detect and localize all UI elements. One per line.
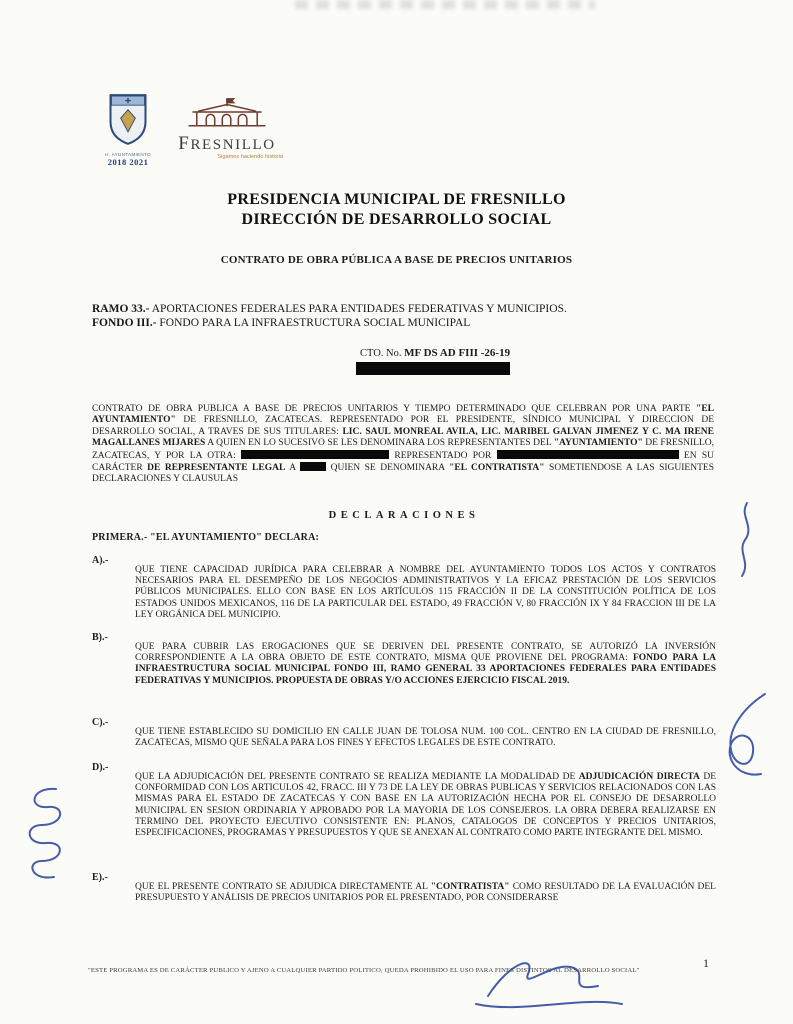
declaraciones-heading: DECLARACIONES	[328, 510, 480, 521]
ramo-label: RAMO 33.-	[92, 303, 150, 315]
ink-signature-bottom	[470, 952, 630, 1014]
scan-artifact	[295, 0, 595, 9]
building-icon	[175, 96, 279, 130]
footer-disclaimer: "ESTE PROGRAMA ES DE CARÁCTER PUBLICO Y AJENO A CUALQUIER PARTIDO POLITICO, QUEDA PROHIBIDO EL USO PARA FINES DISTINTOS AL DESARROLLO SOCIAL"	[88, 967, 640, 974]
document-title	[0, 190, 793, 230]
coat-of-arms-icon	[105, 92, 151, 146]
clause-e-label: E).-	[92, 872, 108, 883]
fondo-line	[92, 317, 720, 331]
redaction-bar	[356, 362, 510, 375]
contract-number-value: MF DS AD FIII -26-19	[404, 347, 511, 359]
ink-scribble-right-lower	[715, 688, 775, 783]
clause-c-body: QUE TIENE ESTABLECIDO SU DOMICILIO EN CALLE JUAN DE TOLOSA NUM. 100 COL. CENTRO EN LA CIUDAD DE FRESNILLO, ZACATECAS, MISMO QUE SEÑALA PARA LOS FINES Y EFECTOS LEGALES DE ESTE CONTRATO.	[135, 727, 716, 749]
page-number: 1	[703, 956, 709, 970]
ayuntamiento-logo-name: H. AYUNTAMIENTO	[105, 152, 151, 157]
ramo-line	[92, 303, 720, 317]
program-block	[92, 303, 720, 331]
redaction-bar	[241, 450, 389, 459]
clause-a-body: QUE TIENE CAPACIDAD JURÍDICA PARA CELEBRAR A NOMBRE DEL AYUNTAMIENTO TODOS LOS ACTOS Y CONTRATOS NECESARIOS PARA EL DESEMPEÑO DE LOS NEGOCIOS ADMINISTRATIVOS Y LA EFICAZ PRESTACIÓN DE LOS SERVICIOS PÚBLICOS MUNICIPALES. ELLO CON BASE EN LOS ARTÍCULOS 115 FRACCIÓN II DE LA CONSTITUCIÓN POLÍTICA DE LOS ESTADOS UNIDOS MEXICANOS, 116 DE LA PARTICULAR DEL ESTADO, 49 FRACCIÓN V, 80 FRACCIÓN IX Y 84 FRACCION III DE LA LEY ORGÁNICA DEL MUNICIPIO.	[135, 565, 716, 620]
clause-a-label: A).-	[92, 555, 109, 566]
title-line-1: PRESIDENCIA MUNICIPAL DE FRESNILLO	[227, 191, 566, 208]
clause-b-body: QUE PARA CUBRIR LAS EROGACIONES QUE SE DERIVEN DEL PRESENTE CONTRATO, SE AUTORIZÓ LA INVERSIÓN CORRESPONDIENTE A LA OBRA OBJETO DE ESTE CONTRATO, MISMA QUE PROVIENE DEL PROGRAMA: FONDO PARA LA INFRAESTRUCTURA SOCIAL MUNICIPAL FONDO III, RAMO GENERAL 33 APORTACIONES FEDERALES PARA ENTIDADES FEDERATIVAS Y MUNICIPIOS. PROPUESTA DE OBRAS Y/O ACCIONES EJERCICIO FISCAL 2019.	[135, 642, 717, 686]
primera-heading: PRIMERA.- "EL AYUNTAMIENTO" DECLARA:	[92, 532, 320, 543]
contract-number-line	[360, 347, 510, 359]
contract-number-label: CTO. No.	[360, 348, 405, 359]
clause-e-body: QUE EL PRESENTE CONTRATO SE ADJUDICA DIRECTAMENTE AL "CONTRATISTA" COMO RESULTADO DE LA EVALUACIÓN DEL PRESUPUESTO Y ANÁLISIS DE PRECIOS UNITARIOS POR EL PRESENTADO, POR CONSIDERARSE	[135, 882, 716, 904]
ink-scribble-left-margin	[22, 783, 67, 888]
clause-d-label: D).-	[92, 762, 109, 773]
fresnillo-logo-tagline: Sigamos haciendo historia	[217, 154, 283, 160]
ramo-text: APORTACIONES FEDERALES PARA ENTIDADES FEDERATIVAS Y MUNICIPIOS.	[149, 303, 567, 315]
clause-b-label: B).-	[92, 632, 108, 643]
ink-scribble-right-upper	[733, 500, 763, 580]
document-subtitle: CONTRATO DE OBRA PÚBLICA A BASE DE PRECIOS UNITARIOS	[220, 254, 573, 266]
clause-d	[92, 762, 716, 839]
fresnillo-logo	[166, 96, 288, 160]
fresnillo-logo-name: FRESNILLO	[178, 133, 276, 154]
fondo-text: FONDO PARA LA INFRAESTRUCTURA SOCIAL MUNICIPAL	[156, 316, 471, 329]
ayuntamiento-logo	[96, 92, 160, 167]
clause-c-label: C).-	[92, 717, 109, 728]
clause-b	[92, 632, 716, 687]
ayuntamiento-logo-period: 2018 2021	[107, 157, 149, 167]
clause-c	[92, 717, 716, 749]
redaction-bar	[300, 462, 326, 471]
fondo-label: FONDO III.-	[92, 316, 157, 329]
redaction-bar	[497, 450, 679, 459]
clause-e	[92, 872, 716, 904]
clause-a	[92, 555, 716, 621]
clause-d-body: QUE LA ADJUDICACIÓN DEL PRESENTE CONTRATO SE REALIZA MEDIANTE LA MODALIDAD DE ADJUDICACIÓN DIRECTA DE CONFORMIDAD CON LOS ARTICULOS 42, FRACC. III Y 73 DE LA LEY DE OBRAS PUBLICAS Y SERVICIOS RELACIONADOS CON LAS MISMAS PARA EL ESTADO DE ZACATECAS Y CON BASE EN LA AUTORIZACIÓN HECHA POR EL CONSEJO DE DESARROLLO MUNICIPAL EN SESION ORDINARIA Y APROBADO POR LA MAYORIA DE LOS CONSEJEROS. LA OBRA DEBERA REALIZARSE EN TERMINO DEL PROYECTO EJECUTIVO CONSISTENTE EN: PLANOS, CATALOGOS DE CONCEPTOS Y PRECIOS UNITARIOS, ESPECIFICACIONES, PROGRAMAS Y PRESUPUESTOS Y QUE SE ANEXAN AL CONTRATO COMO PARTE INTEGRANTE DEL MISMO.	[135, 772, 717, 839]
intro-paragraph: CONTRATO DE OBRA PUBLICA A BASE DE PRECIOS UNITARIOS Y TIEMPO DETERMINADO QUE CELEBRAN POR UNA PARTE "EL AYUNTAMIENTO" DE FRESNILLO, ZACATECAS. REPRESENTADO POR EL PRESIDENTE, SÍNDICO MUNICIPAL Y DIRECCION DE DESARROLLO SOCIAL, A TRAVES DE SUS TITULARES: LIC. SAUL MONREAL AVILA, LIC. MARIBEL GALVAN JIMENEZ Y C. MA IRENE MAGALLANES MIJARES A QUIEN EN LO SUCESIVO SE LES DENOMINARA LOS REPRESENTANTES DEL "AYUNTAMIENTO" DE FRESNILLO, ZACATECAS, Y POR LA OTRA: REPRESENTADO POR EN SU CARÁCTER DE REPRESENTANTE LEGAL A QUIEN SE DENOMINARA "EL CONTRATISTA" SOMETIENDOSE A LAS SIGUIENTES DECLARACIONES Y CLAUSULAS	[92, 404, 715, 485]
title-line-2: DIRECCIÓN DE DESARROLLO SOCIAL	[241, 211, 552, 228]
